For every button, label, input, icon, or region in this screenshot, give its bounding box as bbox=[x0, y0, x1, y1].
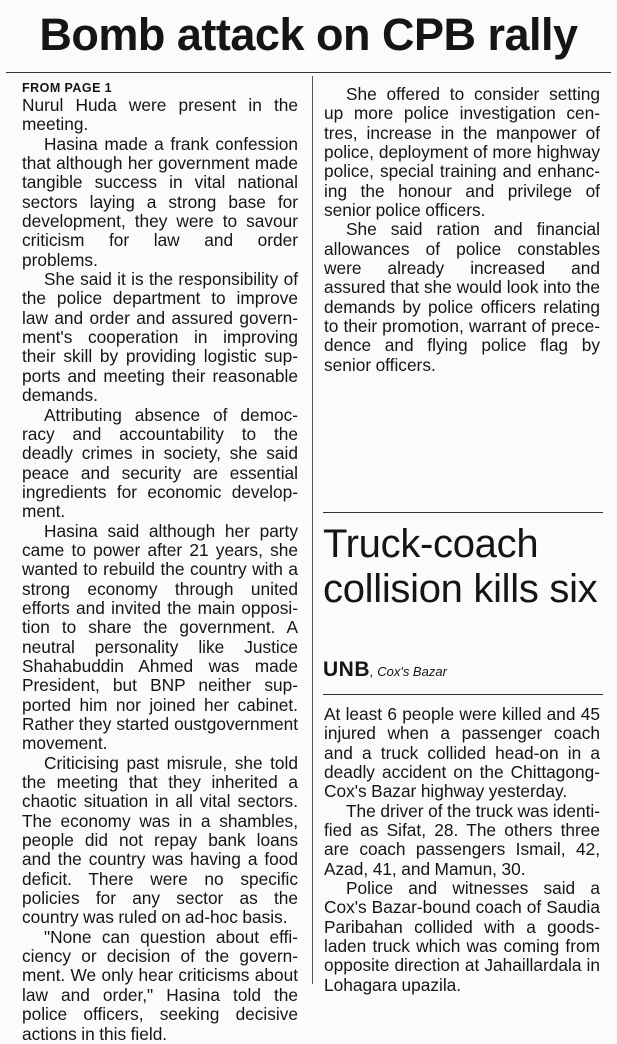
main-story-column-2 bbox=[324, 85, 600, 465]
article-paragraph: At least 6 people were killed and 45 injured when a passenger coach and a truck collided head-on in a deadly accident on the Chittagong-Cox's Bazar highway yesterday. bbox=[324, 704, 600, 802]
article-paragraph: Attributing absence of democracy and accountability to the deadly crimes in society, she said peace and security are essential ingredients for economic development. bbox=[22, 404, 298, 522]
article-paragraph: Hasina said although her party came to power after 21 years, she wanted to rebuild the country with a strong economy through united efforts and invited the main opposition to share the government. A neutral personality like Justice Shahabuddin Ahmed was made President, but BNP neither supported him nor joined her cabinet. Rather they started oustgovernment movement. bbox=[22, 520, 298, 754]
byline bbox=[323, 658, 447, 682]
article-paragraph: She said ration and financial allowances of police constables were already increased and assured that she would look into the demands by police officers relating to their promotion, warrant of precedence and flying police flag by senior officers. bbox=[324, 219, 600, 375]
side-story-body bbox=[324, 704, 600, 995]
byline-place: , Cox's Bazar bbox=[370, 664, 447, 679]
article-paragraph: She said it is the responsibility of the police department to improve law and order and assured government's cooperation in improving their skill by providing logistic supports and meeting their reasonable demands. bbox=[22, 269, 298, 406]
article-paragraph: She offered to consider setting up more police investigation centres, increase in the manpower of police, deployment of more highway police, special training and enhancing the honour and privilege of senior police officers. bbox=[324, 84, 600, 221]
article-paragraph: Hasina made a frank confession that although her government made tangible success in vital national sectors laying a strong base for development, they were to savour criticism for law and order problems. bbox=[22, 133, 298, 270]
headline: Bomb attack on CPB rally bbox=[39, 9, 578, 60]
article-paragraph: Criticising past misrule, she told the meeting that they inherited a chaotic situation in all vital sectors. The economy was in a shambles, people did not repay bank loans and the country was having a food deficit. There were no specific policies for any sector as the country was ruled on ad-hoc basis. bbox=[22, 752, 298, 928]
article-paragraph: The driver of the truck was identified as Sifat, 28. The others three are coach passengers Ismail, 42, Azad, 41, and Mamun, 30. bbox=[324, 800, 600, 879]
article-paragraph: "None can question about efficiency or decision of the government. We only hear criticisms about law and order," Hasina told the police officers, seeking decisive actions in this field. bbox=[22, 926, 298, 1044]
side-story-headline: Truck-coach collision kills six bbox=[323, 522, 598, 611]
kicker: FROM PAGE 1 bbox=[22, 81, 113, 95]
story-separator-rule bbox=[323, 512, 603, 513]
byline-rule bbox=[323, 694, 603, 695]
headline-rule bbox=[6, 72, 611, 73]
article-paragraph: Nurul Huda were present in the meeting. bbox=[22, 95, 298, 135]
main-story-column-1 bbox=[22, 80, 298, 1044]
article-paragraph: Police and witnesses said a Cox's Bazar-bound coach of Saudia Paribahan collided with a goods-laden truck which was coming from opposite direction at Jahaillardala in Lohagara upazila. bbox=[324, 878, 600, 995]
column-divider bbox=[312, 76, 313, 984]
byline-agency: UNB bbox=[323, 658, 370, 681]
